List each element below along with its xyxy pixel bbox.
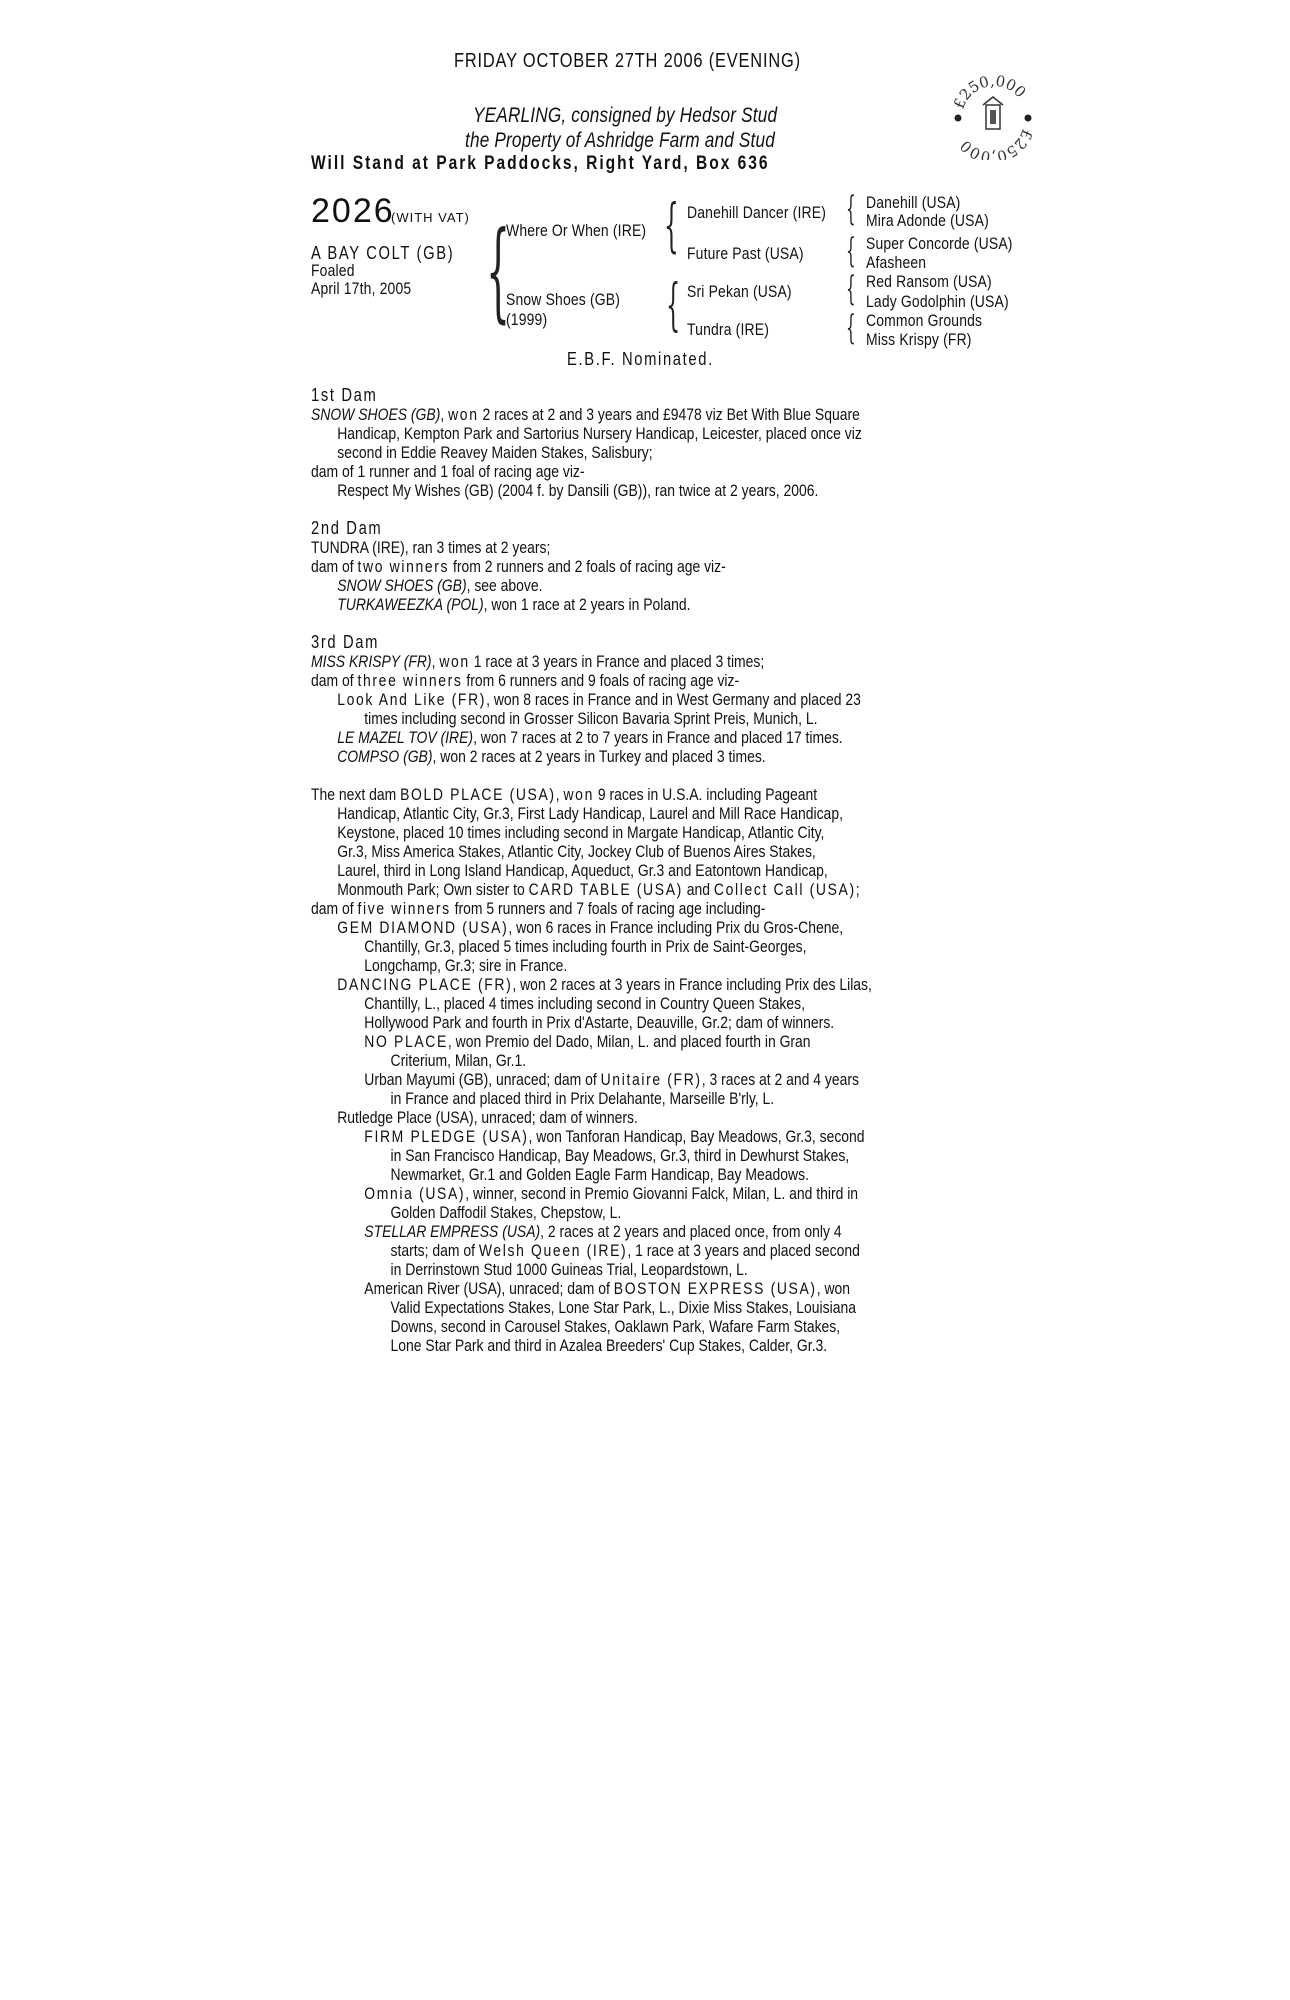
third-dam-heading: 3rd Dam — [311, 632, 380, 652]
horse-name: BOSTON EXPRESS (USA) — [613, 1279, 817, 1298]
next-dam-line: Laurel, third in Long Island Handicap, Aqueduct, Gr.3 and Eatontown Handicap, — [337, 861, 828, 880]
dam: Snow Shoes (GB) — [506, 290, 621, 309]
next-dam-line: in France and placed third in Prix Delahante, Marseille B'rly, L. — [390, 1089, 775, 1108]
next-dam-line: Criterium, Milan, Gr.1. — [390, 1051, 527, 1070]
text: won — [448, 405, 479, 424]
text: dam of — [311, 557, 358, 576]
lot-description: A BAY COLT (GB) — [311, 243, 455, 263]
next-dam-line: Newmarket, Gr.1 and Golden Eagle Farm Handicap, Bay Meadows. — [390, 1165, 809, 1184]
next-dam-line — [311, 918, 1049, 937]
pedigree-g5: Red Ransom (USA) — [866, 272, 992, 291]
next-dam-line: Golden Daffodil Stakes, Chepstow, L. — [390, 1203, 622, 1222]
horse-name: Welsh Queen (IRE) — [478, 1241, 628, 1260]
horse-name: COMPSO (GB) — [337, 747, 433, 766]
pedigree-g1: Danehill (USA) — [866, 193, 961, 212]
first-dam-section — [311, 386, 1049, 500]
horse-name: BOLD PLACE (USA) — [400, 785, 556, 804]
next-dam-line — [311, 1032, 1049, 1051]
next-dam-line — [311, 1279, 1049, 1298]
vat-note: (WITH VAT) — [391, 210, 470, 225]
horse-name: DANCING PLACE (FR) — [337, 975, 513, 994]
next-dam-line: Hollywood Park and fourth in Prix d'Astarte, Deauville, Gr.2; dam of winners. — [364, 1013, 835, 1032]
horse-name: NO PLACE — [364, 1032, 448, 1051]
horse-name: LE MAZEL TOV (IRE) — [337, 728, 474, 747]
text: American River (USA), unraced; dam of — [364, 1279, 614, 1298]
text: starts; dam of — [390, 1241, 479, 1260]
text: , — [440, 405, 449, 424]
horse-name: Look And Like (FR) — [337, 690, 487, 709]
pedigree-g8: Miss Krispy (FR) — [866, 330, 972, 349]
second-dam-line — [311, 557, 1049, 576]
svg-text:£250,000: 250,000 — [956, 134, 1031, 160]
next-dam-line: Chantilly, L., placed 4 times including second in Country Queen Stakes, — [364, 994, 805, 1013]
third-dam-line — [311, 652, 1049, 671]
sire-sire: Danehill Dancer (IRE) — [687, 203, 827, 222]
text: , won 6 races in France including Prix du Gros-Chene, — [508, 918, 844, 937]
horse-name: Omnia (USA) — [364, 1184, 466, 1203]
pedigree-brace-main: { — [486, 209, 511, 334]
horse-name: TURKAWEEZKA (POL) — [337, 595, 484, 614]
horse-name: STELLAR EMPRESS (USA) — [364, 1222, 541, 1241]
first-dam-line: dam of 1 runner and 1 foal of racing age viz- — [311, 462, 585, 481]
first-dam-heading: 1st Dam — [311, 385, 378, 405]
svg-text:£250,000: 250,000 — [955, 72, 1030, 104]
first-dam-line: second in Eddie Reavey Maiden Stakes, Salisbury; — [337, 443, 653, 462]
text: , see above. — [466, 576, 543, 595]
text: dam of — [311, 671, 358, 690]
first-dam-line: Respect My Wishes (GB) (2004 f. by Dansili (GB)), ran twice at 2 years, 2006. — [337, 481, 819, 500]
horse-name: SNOW SHOES (GB) — [337, 576, 467, 595]
second-dam-section — [311, 519, 1049, 614]
next-dam-line — [311, 1127, 1049, 1146]
sale-date: FRIDAY OCTOBER 27TH 2006 (EVENING) — [454, 50, 801, 72]
horse-name: FIRM PLEDGE (USA) — [364, 1127, 529, 1146]
next-dam-line: Longchamp, Gr.3; sire in France. — [364, 956, 568, 975]
next-dam-line: in San Francisco Handicap, Bay Meadows, Gr.3, third in Dewhurst Stakes, — [390, 1146, 850, 1165]
text: , won Tanforan Handicap, Bay Meadows, Gr.3, second — [528, 1127, 865, 1146]
sire-dam: Future Past (USA) — [687, 244, 804, 263]
text: , won — [816, 1279, 851, 1298]
text: The next dam — [311, 785, 401, 804]
third-dam-line — [311, 690, 1049, 709]
next-dam-line: Rutledge Place (USA), unraced; dam of winners. — [337, 1108, 638, 1127]
first-dam-line: Handicap, Kempton Park and Sartorius Nursery Handicap, Leicester, placed once viz — [337, 424, 862, 443]
pedigree-brace-g3: { — [846, 269, 856, 309]
text: dam of — [311, 899, 358, 918]
text: and — [682, 880, 714, 899]
next-dam-line — [311, 1070, 1049, 1089]
next-dam-line — [311, 785, 1049, 804]
dam-sire: Sri Pekan (USA) — [687, 282, 792, 301]
text: Monmouth Park; Own sister to — [337, 880, 529, 899]
next-dam-line: Valid Expectations Stakes, Lone Star Park, L., Dixie Miss Stakes, Louisiana — [390, 1298, 856, 1317]
text: 2 races at 2 and 3 years and £9478 viz Bet With Blue Square — [478, 405, 860, 424]
next-dam-line: Chantilly, Gr.3, placed 5 times including fourth in Prix de Saint-Georges, — [364, 937, 807, 956]
third-dam-line — [311, 671, 1049, 690]
pedigree-g4: Afasheen — [866, 253, 927, 272]
text: , — [555, 785, 564, 804]
pedigree-brace-g2: { — [846, 231, 856, 271]
text: , won Premio del Dado, Milan, L. and placed fourth in Gran — [447, 1032, 811, 1051]
text: two winners — [357, 557, 450, 576]
text: , won 7 races at 2 to 7 years in France and placed 17 times. — [473, 728, 843, 747]
next-dam-line: Keystone, placed 10 times including second in Margate Handicap, Atlantic City, — [337, 823, 825, 842]
text: three winners — [357, 671, 463, 690]
next-dam-line — [311, 1222, 1049, 1241]
sire: Where Or When (IRE) — [506, 221, 647, 240]
third-dam-line: times including second in Grosser Silicon Bavaria Sprint Preis, Munich, L. — [364, 709, 818, 728]
text: ; — [855, 880, 860, 899]
horse-name: Collect Call (USA) — [713, 880, 856, 899]
text: , — [431, 652, 440, 671]
pedigree-brace-dam: { — [666, 273, 681, 338]
horse-name: CARD TABLE (USA) — [528, 880, 683, 899]
next-dam-line — [311, 899, 1049, 918]
horse-name: MISS KRISPY (FR) — [311, 652, 432, 671]
pedigree-brace-g1: { — [846, 189, 856, 229]
text: , 3 races at 2 and 4 years — [701, 1070, 860, 1089]
second-dam-line — [311, 576, 1049, 595]
dam-dam: Tundra (IRE) — [687, 320, 770, 339]
next-dam-line — [311, 880, 1049, 899]
text: , won 8 races in France and in West Germany and placed 23 — [486, 690, 861, 709]
horse-name: Unitaire (FR) — [600, 1070, 702, 1089]
third-dam-section — [311, 633, 1049, 766]
next-dam-line — [311, 975, 1049, 994]
text: 9 races in U.S.A. including Pageant — [593, 785, 818, 804]
text: from 5 runners and 7 foals of racing age including- — [450, 899, 766, 918]
next-dam-section — [311, 785, 1049, 1355]
third-dam-line — [311, 728, 1049, 747]
pedigree-g3: Super Concorde (USA) — [866, 234, 1013, 253]
text: five winners — [357, 899, 451, 918]
text: , won 1 race at 2 years in Poland. — [483, 595, 691, 614]
text: , won 2 races at 2 years in Turkey and placed 3 times. — [432, 747, 766, 766]
ebf-nomination: E.B.F. Nominated. — [567, 349, 714, 369]
text: , 1 race at 3 years and placed second — [627, 1241, 860, 1260]
horse-name: GEM DIAMOND (USA) — [337, 918, 509, 937]
second-dam-line — [311, 595, 1049, 614]
next-dam-line — [311, 1184, 1049, 1203]
text: won — [439, 652, 470, 671]
text: 1 race at 3 years in France and placed 3 times; — [469, 652, 765, 671]
first-dam-line — [311, 405, 1049, 424]
text: Urban Mayumi (GB), unraced; dam of — [364, 1070, 601, 1089]
text: won — [563, 785, 594, 804]
second-dam-heading: 2nd Dam — [311, 518, 383, 538]
text: from 6 runners and 9 foals of racing age viz- — [462, 671, 740, 690]
next-dam-line: Gr.3, Miss America Stakes, Atlantic City, Jockey Club of Buenos Aires Stakes, — [337, 842, 816, 861]
foaled-label: Foaled — [311, 261, 355, 280]
stand-line: Will Stand at Park Paddocks, Right Yard, Box 636 — [311, 153, 770, 174]
second-dam-line: TUNDRA (IRE), ran 3 times at 2 years; — [311, 538, 551, 557]
foaled-date: April 17th, 2005 — [311, 279, 412, 298]
lot-number: 2026 — [311, 192, 395, 230]
text: , won 2 races at 3 years in France including Prix des Lilas, — [512, 975, 872, 994]
price-stamp — [952, 72, 1034, 160]
consignor-line: YEARLING, consigned by Hedsor Stud — [473, 104, 778, 127]
stamp-icon — [952, 72, 1034, 160]
horse-name: SNOW SHOES (GB) — [311, 405, 441, 424]
property-line: the Property of Ashridge Farm and Stud — [465, 129, 775, 152]
pedigree-brace-g4: { — [846, 308, 856, 348]
next-dam-line: Downs, second in Carousel Stakes, Oaklawn Park, Wafare Farm Stakes, — [390, 1317, 841, 1336]
pedigree-g2: Mira Adonde (USA) — [866, 211, 989, 230]
dam-year: (1999) — [506, 310, 548, 329]
pedigree-g7: Common Grounds — [866, 311, 983, 330]
next-dam-line: Lone Star Park and third in Azalea Breeders' Cup Stakes, Calder, Gr.3. — [390, 1336, 828, 1355]
pedigree-brace-sire: { — [664, 191, 679, 259]
text: from 2 runners and 2 foals of racing age viz- — [449, 557, 726, 576]
pedigree-g6: Lady Godolphin (USA) — [866, 292, 1009, 311]
text: , winner, second in Premio Giovanni Falck, Milan, L. and third in — [465, 1184, 859, 1203]
third-dam-line — [311, 747, 1049, 766]
text: , 2 races at 2 years and placed once, from only 4 — [540, 1222, 842, 1241]
next-dam-line: in Derrinstown Stud 1000 Guineas Trial, Leopardstown, L. — [390, 1260, 748, 1279]
next-dam-line: Handicap, Atlantic City, Gr.3, First Lady Handicap, Laurel and Mill Race Handicap, — [337, 804, 843, 823]
next-dam-line — [311, 1241, 1049, 1260]
